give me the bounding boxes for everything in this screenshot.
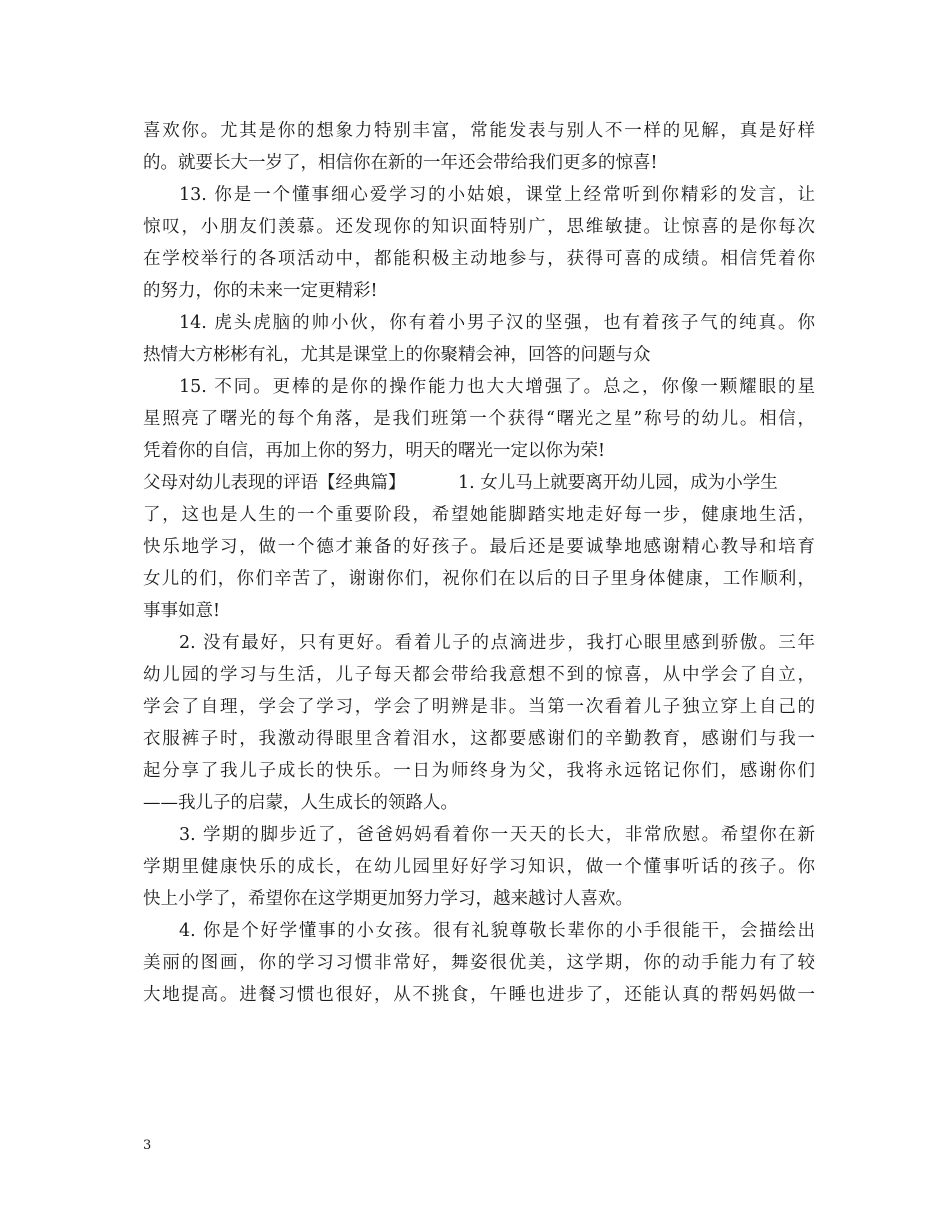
paragraph-line: 女儿的们，你们辛苦了，谢谢你们，祝你们在以后的日子里身体健康，工作顺利， bbox=[143, 569, 815, 589]
paragraph-line: 14. 虎头虎脑的帅小伙，你有着小男子汉的坚强，也有着孩子气的纯真。你 bbox=[179, 313, 815, 333]
document-body bbox=[143, 115, 815, 1011]
paragraph-line: 喜欢你。尤其是你的想象力特别丰富，常能发表与别人不一样的见解，真是好样 bbox=[143, 121, 815, 141]
paragraph-line: 3. 学期的脚步近了，爸爸妈妈看着你一天天的长大，非常欣慰。希望你在新 bbox=[179, 825, 815, 845]
paragraph-line: 事事如意! bbox=[143, 601, 221, 621]
paragraph-line: 幼儿园的学习与生活，儿子每天都会带给我意想不到的惊喜，从中学会了自立， bbox=[143, 665, 815, 685]
paragraph-line: 2. 没有最好，只有更好。看着儿子的点滴进步，我打心眼里感到骄傲。三年 bbox=[179, 633, 815, 653]
paragraph-line: 的努力，你的未来一定更精彩! bbox=[143, 281, 378, 301]
paragraph-line: 星照亮了曙光的每个角落，是我们班第一个获得“曙光之星”称号的幼儿。相信， bbox=[143, 409, 815, 429]
paragraph-line: 了，这也是人生的一个重要阶段，希望她能脚踏实地走好每一步，健康地生活， bbox=[143, 505, 815, 525]
section-heading-line bbox=[143, 467, 815, 499]
paragraph-line: 凭着你的自信，再加上你的努力，明天的曙光一定以你为荣! bbox=[143, 441, 606, 461]
paragraph-line-start: 1. 女儿马上就要离开幼儿园，成为小学生 bbox=[458, 473, 778, 493]
paragraph-line: 惊叹，小朋友们羡慕。还发现你的知识面特别广，思维敏捷。让惊喜的是你每次 bbox=[143, 217, 815, 237]
paragraph-line: 衣服裤子时，我激动得眼里含着泪水，这都要感谢们的辛勤教育，感谢们与我一 bbox=[143, 729, 815, 749]
paragraph-line: 学会了自理，学会了学习，学会了明辨是非。当第一次看着儿子独立穿上自己的 bbox=[143, 697, 815, 717]
paragraph-line: 的。就要长大一岁了，相信你在新的一年还会带给我们更多的惊喜! bbox=[143, 153, 658, 173]
page-number: 3 bbox=[143, 1138, 152, 1153]
paragraph-line: 快上小学了，希望你在这学期更加努力学习，越来越讨人喜欢。 bbox=[143, 889, 633, 909]
paragraph-line: 在学校举行的各项活动中，都能积极主动地参与，获得可喜的成绩。相信凭着你 bbox=[143, 249, 815, 269]
paragraph-line: 15. 不同。更棒的是你的操作能力也大大增强了。总之，你像一颗耀眼的星 bbox=[179, 377, 815, 397]
paragraph-line: ——我儿子的启蒙，人生成长的领路人。 bbox=[143, 793, 458, 813]
paragraph-line: 美丽的图画，你的学习习惯非常好，舞姿很优美，这学期，你的动手能力有了较 bbox=[143, 953, 815, 973]
section-heading: 父母对幼儿表现的评语【经典篇】 bbox=[143, 473, 406, 493]
paragraph-line: 快乐地学习，做一个德才兼备的好孩子。最后还是要诚挚地感谢精心教导和培育 bbox=[143, 537, 815, 557]
paragraph-line: 4. 你是个好学懂事的小女孩。很有礼貌尊敬长辈你的小手很能干，会描绘出 bbox=[179, 921, 815, 941]
paragraph-line: 热情大方彬彬有礼，尤其是课堂上的你聚精会神，回答的问题与众 bbox=[143, 345, 651, 365]
paragraph-line: 起分享了我儿子成长的快乐。一日为师终身为父，我将永远铭记你们，感谢你们 bbox=[143, 761, 815, 781]
paragraph-line: 学期里健康快乐的成长，在幼儿园里好好学习知识，做一个懂事听话的孩子。你 bbox=[143, 857, 815, 877]
paragraph-line: 13. 你是一个懂事细心爱学习的小姑娘，课堂上经常听到你精彩的发言，让 bbox=[179, 185, 815, 205]
paragraph-line: 大地提高。进餐习惯也很好，从不挑食，午睡也进步了，还能认真的帮妈妈做一 bbox=[143, 985, 815, 1005]
